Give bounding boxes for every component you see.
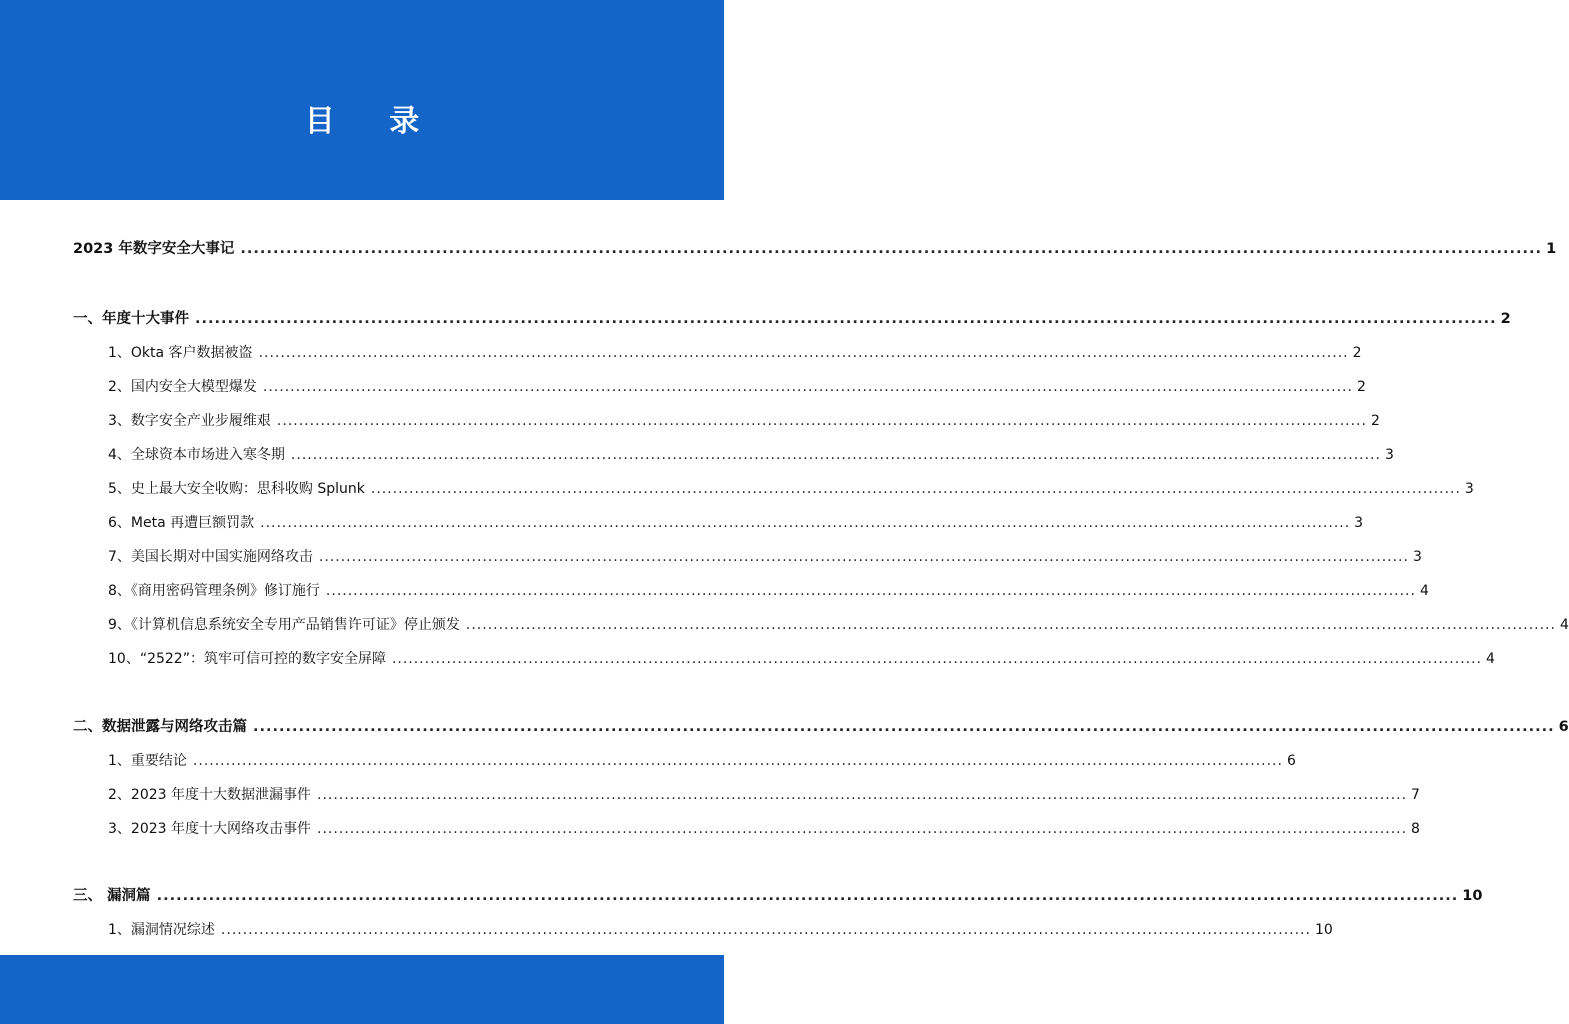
toc-entry-label: 3、数字安全产业步履维艰	[108, 413, 271, 429]
toc-entry[interactable]	[73, 240, 1557, 258]
toc-entry-page: 2	[1500, 311, 1511, 327]
toc-dot-leader: ........................................................................................................................................................................................................	[325, 583, 1416, 599]
toc-entry-page: 4	[1419, 583, 1429, 599]
toc-entry-label: 10、“2522”：筑牢可信可控的数字安全屏障	[108, 651, 386, 667]
toc-entry-label: 3、2023 年度十大网络攻击事件	[108, 821, 311, 837]
toc-entry[interactable]	[108, 650, 1495, 668]
toc-entry-page: 4	[1559, 617, 1569, 633]
toc-entry[interactable]	[108, 548, 1422, 566]
toc-entry[interactable]	[108, 514, 1364, 532]
toc-entry-page: 10	[1314, 922, 1333, 938]
toc-entry[interactable]	[108, 820, 1420, 838]
toc-entry-label: 二、数据泄露与网络攻击篇	[73, 719, 247, 735]
toc-entry-page: 3	[1354, 515, 1364, 531]
toc-entry[interactable]	[108, 752, 1296, 770]
footer-band	[0, 955, 724, 1024]
toc-entry-page: 2	[1356, 379, 1366, 395]
toc-entry-page: 2	[1352, 345, 1362, 361]
toc-dot-leader: ........................................................................................................................................................................................................	[258, 345, 1349, 361]
toc-entry-label: 2、2023 年度十大数据泄漏事件	[108, 787, 311, 803]
toc-entry[interactable]	[108, 378, 1366, 396]
toc-entry-page: 3	[1384, 447, 1394, 463]
toc-dot-leader: ........................................................................................................................................................................................................	[317, 787, 1408, 803]
toc-entry[interactable]	[108, 616, 1569, 634]
toc-dot-leader: ........................................................................................................................................................................................................	[465, 617, 1556, 633]
toc-entry-label: 1、重要结论	[108, 753, 187, 769]
toc-dot-leader: ........................................................................................................................................................................................................	[240, 241, 1543, 257]
toc-entry-label: 6、Meta 再遭巨额罚款	[108, 515, 255, 531]
toc-entry[interactable]	[108, 582, 1429, 600]
toc-dot-leader: ........................................................................................................................................................................................................	[318, 549, 1409, 565]
toc-dot-leader: ........................................................................................................................................................................................................	[370, 481, 1461, 497]
toc-entry[interactable]	[108, 786, 1420, 804]
toc-entry-label: 一、年度十大事件	[73, 311, 189, 327]
toc-entry-page: 4	[1486, 651, 1495, 667]
toc-entry-label: 7、美国长期对中国实施网络攻击	[108, 549, 313, 565]
toc-entry-page: 10	[1462, 888, 1483, 904]
toc-dot-leader: ........................................................................................................................................................................................................	[290, 447, 1381, 463]
toc-entry[interactable]	[73, 310, 1511, 328]
toc-entry[interactable]	[108, 446, 1394, 464]
toc-entry-page: 8	[1411, 821, 1420, 837]
toc-entry-page: 3	[1412, 549, 1422, 565]
toc-entry-label: 8、《商用密码管理条例》修订施行	[108, 583, 320, 599]
toc-dot-leader: ........................................................................................................................................................................................................	[260, 515, 1351, 531]
toc-entry[interactable]	[108, 344, 1362, 362]
toc-entry-label: 5、史上最大安全收购：思科收购 Splunk	[108, 481, 365, 497]
toc-entry[interactable]	[108, 480, 1474, 498]
toc-dot-leader: ........................................................................................................................................................................................................	[192, 753, 1283, 769]
toc-entry-label: 2023 年数字安全大事记	[73, 241, 235, 257]
toc-dot-leader: ........................................................................................................................................................................................................	[262, 379, 1353, 395]
toc-entry-label: 4、全球资本市场进入寒冬期	[108, 447, 285, 463]
toc-dot-leader: ........................................................................................................................................................................................................	[195, 311, 1497, 327]
page-title: 目 录	[304, 104, 442, 139]
toc-entry[interactable]	[73, 718, 1569, 736]
toc-entry-page: 2	[1370, 413, 1380, 429]
toc-dot-leader: ........................................................................................................................................................................................................	[391, 651, 1482, 667]
toc-entry-page: 7	[1411, 787, 1420, 803]
toc-entry-page: 6	[1558, 719, 1569, 735]
toc-dot-leader: ........................................................................................................................................................................................................	[253, 719, 1555, 735]
toc-entry-page: 3	[1464, 481, 1474, 497]
toc-entry-label: 1、漏洞情况综述	[108, 922, 215, 938]
toc-entry-label: 2、国内安全大模型爆发	[108, 379, 257, 395]
toc-dot-leader: ........................................................................................................................................................................................................	[276, 413, 1367, 429]
toc-dot-leader: ........................................................................................................................................................................................................	[220, 922, 1311, 938]
toc-entry[interactable]	[108, 412, 1380, 430]
toc-dot-leader: ........................................................................................................................................................................................................	[156, 888, 1459, 904]
toc-entry[interactable]	[108, 921, 1333, 939]
toc-entry-label: 9、《计算机信息系统安全专用产品销售许可证》停止颁发	[108, 617, 460, 633]
toc-entry[interactable]	[73, 887, 1483, 905]
toc-entry-label: 1、Okta 客户数据被盗	[108, 345, 253, 361]
toc-entry-page: 6	[1286, 753, 1296, 769]
toc-entry-page: 1	[1546, 241, 1557, 257]
toc-dot-leader: ........................................................................................................................................................................................................	[317, 821, 1408, 837]
toc-entry-label: 三、 漏洞篇	[73, 888, 151, 904]
